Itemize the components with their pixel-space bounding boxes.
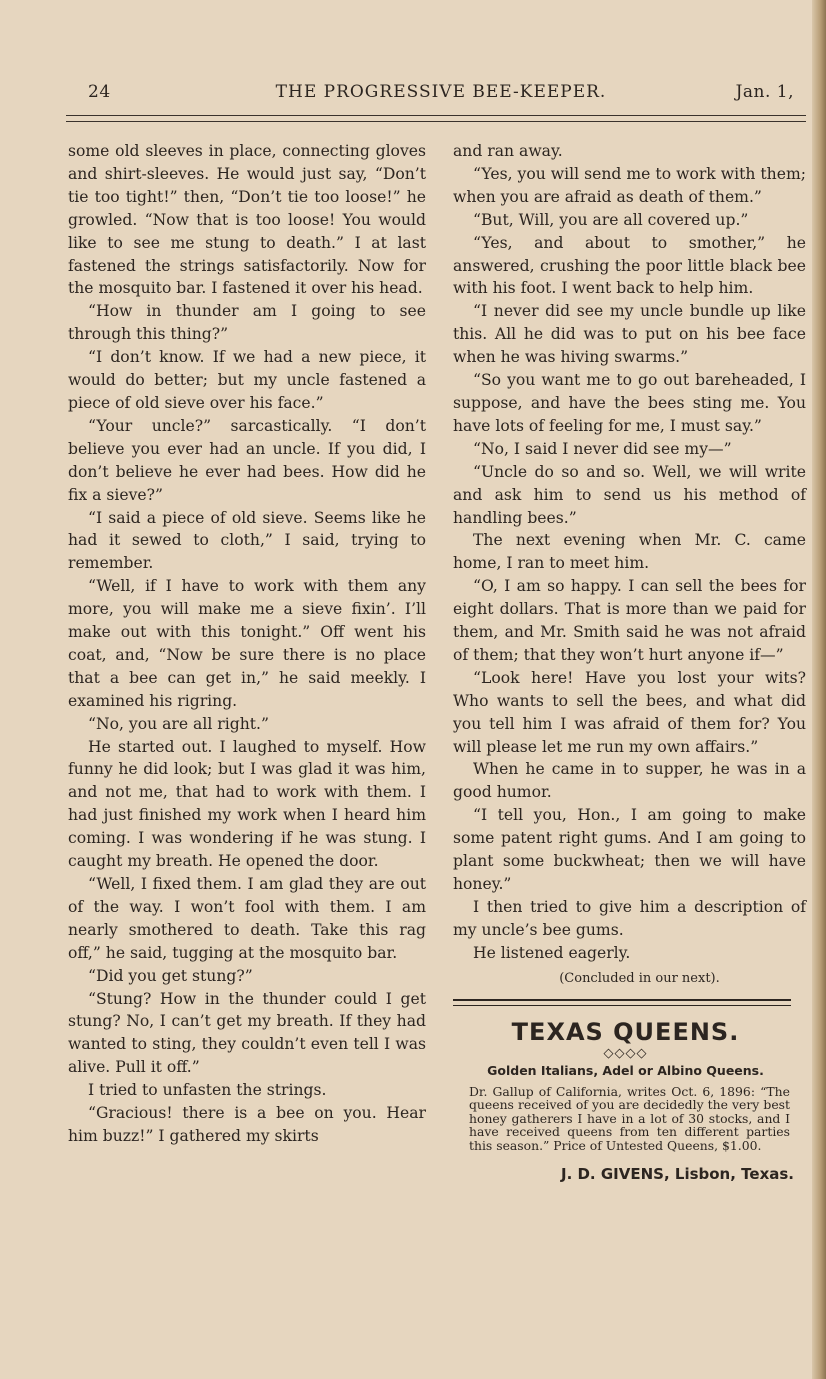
left-column	[68, 140, 426, 1148]
paragraph: “Yes, and about to smother,” he answered, crushing the poor little black bee with his foot. I went back to help him.	[453, 233, 806, 298]
right-column	[453, 140, 806, 1185]
paragraph: some old sleeves in place, connecting gloves and shirt-sleeves. He would just say, “Don’t tie too tight!” then, “Don’t tie too loose!” he growled. “Now that is too loose! You would like to see me stung to death.” I at last fastened the strings satisfactorily. Now for the mosquito bar. I fastened it over his head.	[68, 142, 426, 298]
paragraph: “Did you get stung?”	[88, 966, 253, 985]
paragraph: He started out. I laughed to myself. How funny he did look; but I was glad it was him, and not me, that had to work with them. I had just finished my work when I heard him coming. I was wondering if he was stung. I caught my breath. He opened the door.	[68, 737, 426, 871]
issue-date: Jan. 1,	[735, 82, 794, 102]
ad-separator-rule	[453, 999, 791, 1006]
page-header	[88, 82, 794, 108]
ad-body: Dr. Gallup of California, writes Oct. 6, 1896: “The queens received of you are decidedly the very best honey gatherers I have in a lot of 30 stocks, and I have received queens from ten different parties this season.” Price of Untested Queens, $1.00.	[469, 1083, 790, 1153]
paragraph: He listened eagerly.	[473, 943, 631, 962]
concluded-note: (Concluded in our next).	[559, 970, 720, 986]
paragraph: I then tried to give him a description of my uncle’s bee gums.	[453, 897, 806, 939]
ad-subtitle: Golden Italians, Adel or Albino Queens.	[487, 1062, 764, 1078]
ad-signature: J. D. GIVENS, Lisbon, Texas.	[560, 1164, 794, 1183]
paragraph: “Uncle do so and so. Well, we will write and ask him to send us his method of handling bees.”	[453, 462, 806, 527]
paragraph: “I never did see my uncle bundle up like this. All he did was to put on his bee face when he was hiving swarms.”	[453, 302, 806, 367]
paragraph: “No, you are all right.”	[88, 714, 269, 733]
paragraph: When he came in to supper, he was in a good humor.	[453, 760, 806, 802]
paragraph: “Your uncle?” sarcastically. “I don’t believe you ever had an uncle. If you did, I don’t believe he ever had bees. How did he fix a sieve?”	[68, 416, 426, 504]
paragraph: I tried to unfasten the strings.	[88, 1081, 327, 1100]
paragraph: “O, I am so happy. I can sell the bees for eight dollars. That is more than we paid for them, and Mr. Smith said he was not afraid of them; that they won’t hurt anyone if—”	[453, 577, 806, 664]
ad-ornament: ◇◇◇◇	[603, 1045, 648, 1061]
right-column-text	[453, 140, 806, 965]
paragraph: “Look here! Have you lost your wits? Who wants to sell the bees, and what did you tell him I was afraid of them for? You will please let me run my own affairs.”	[453, 668, 806, 756]
paragraph: “Well, if I have to work with them any more, you will make me a sieve fixin’. I’ll make out with this tonight.” Off went his coat, and, “Now be sure there is no place that a bee can get in,” he said meekly. I examined his rigring.	[68, 577, 426, 710]
paragraph: “I tell you, Hon., I am going to make some patent right gums. And I am going to plant some buckwheat; then we will have honey.”	[453, 806, 806, 893]
paragraph: and ran away.	[453, 142, 563, 160]
paragraph: “Gracious! there is a bee on you. Hear him buzz!” I gathered my skirts	[68, 1104, 426, 1145]
page-number: 24	[88, 82, 111, 102]
journal-title: THE PROGRESSIVE BEE-KEEPER.	[275, 82, 607, 102]
paragraph: “But, Will, you are all covered up.”	[473, 210, 749, 229]
paragraph: “I said a piece of old sieve. Seems like he had it sewed to cloth,” I said, trying to remember.	[68, 508, 426, 573]
paragraph: “Yes, you will send me to work with them; when you are afraid as death of them.”	[453, 164, 806, 206]
paragraph: “So you want me to go out bareheaded, I suppose, and have the bees sting me. You have lots of feeling for me, I must say.”	[453, 371, 806, 435]
paragraph: “I don’t know. If we had a new piece, it would do better; but my uncle fastened a piece of old sieve over his face.”	[68, 348, 426, 412]
paragraph: “How in thunder am I going to see through this thing?”	[68, 302, 426, 344]
paragraph: The next evening when Mr. C. came home, I ran to meet him.	[453, 531, 806, 573]
ad-title: TEXAS QUEENS.	[511, 1017, 740, 1046]
paragraph: “No, I said I never did see my—”	[473, 439, 732, 458]
page-edge-shadow	[812, 0, 826, 1379]
header-rule	[66, 115, 806, 122]
paragraph: “Well, I fixed them. I am glad they are out of the way. I won’t fool with them. I am nearly smothered to death. Take this rag off,” he said, tugging at the mosquito bar.	[68, 875, 426, 962]
paragraph: “Stung? How in the thunder could I get stung? No, I can’t get my breath. If they had wanted to sting, they couldn’t even tell I was alive. Pull it off.”	[68, 989, 426, 1077]
advertisement	[453, 1018, 798, 1186]
